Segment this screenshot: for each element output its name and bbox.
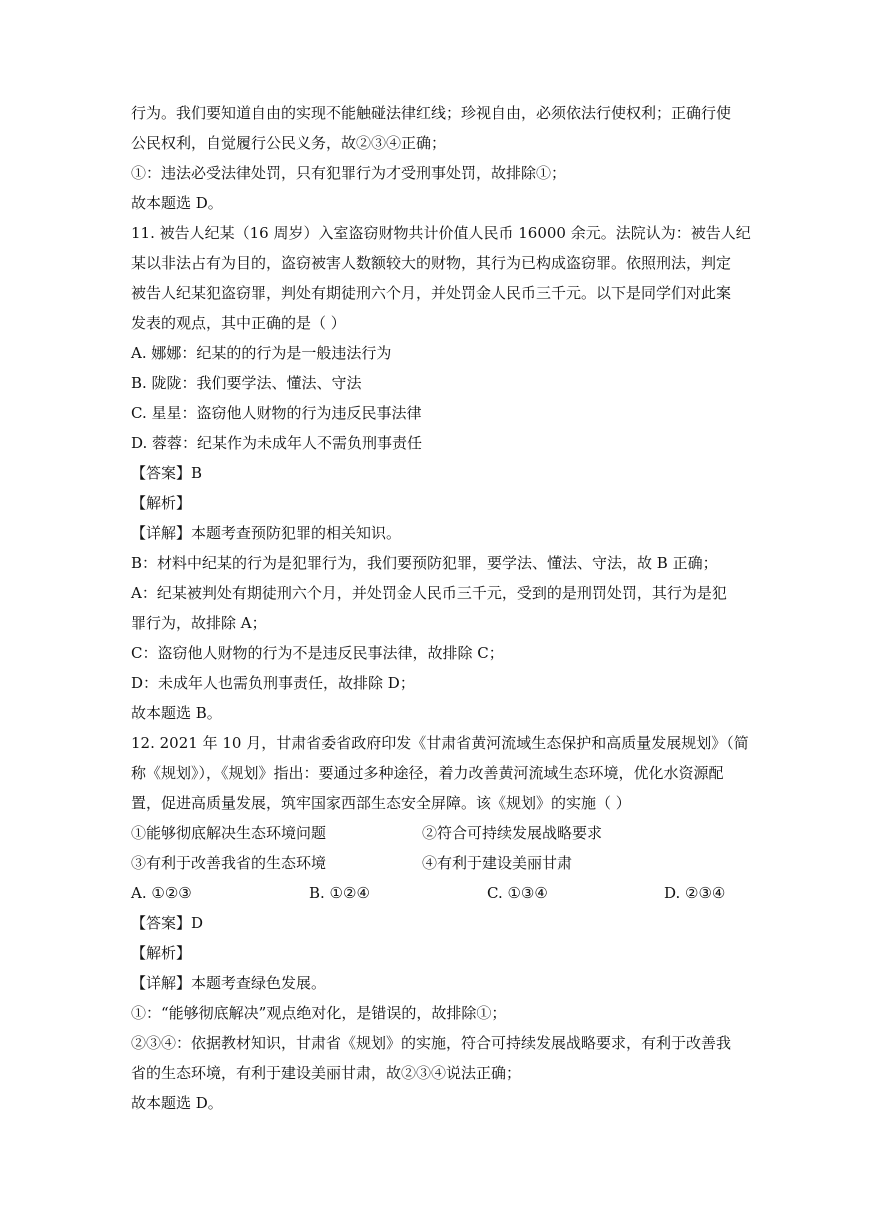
q12-explanation-line: ②③④：依据教材知识，甘肃省《规划》的实施，符合可持续发展战略要求，有利于改善我	[131, 1034, 732, 1052]
q11-option-a: A. 娜娜：纪某的的行为是一般违法行为	[131, 344, 392, 362]
prev-explanation-line: 公民权利，自觉履行公民义务，故②③④正确；	[131, 134, 447, 152]
q12-explanation-line: 省的生态环境，有利于建设美丽甘肃，故②③④说法正确；	[131, 1064, 522, 1082]
prev-explanation-line: 行为。我们要知道自由的实现不能触碰法律红线；珍视自由，必须依法行使权利；正确行使	[131, 104, 732, 122]
q11-explanation-line: B：材料中纪某的行为是犯罪行为，我们要预防犯罪，要学法、懂法、守法，故 B 正确；	[131, 554, 718, 572]
q12-statement-1: ①能够彻底解决生态环境问题	[131, 824, 327, 842]
q12-stem-line: 12. 2021 年 10 月，甘肃省委省政府印发《甘肃省黄河流域生态保护和高质量发展规划》（简	[131, 734, 749, 752]
q11-stem-line: 发表的观点，其中正确的是（ ）	[131, 314, 346, 332]
q11-analysis-heading: 【解析】	[131, 494, 192, 512]
q12-statement-3: ③有利于改善我省的生态环境	[131, 854, 327, 872]
q12-option-d: D. ②③④	[664, 884, 726, 902]
prev-conclusion: 故本题选 D。	[131, 194, 223, 212]
q11-detail-heading: 【详解】本题考查预防犯罪的相关知识。	[131, 524, 402, 542]
q12-explanation-line: ①：“能够彻底解决”观点绝对化，是错误的，故排除①；	[131, 1004, 507, 1022]
q11-option-c: C. 星星：盗窃他人财物的行为违反民事法律	[131, 404, 422, 422]
q11-explanation-line: A：纪某被判处有期徒刑六个月，并处罚金人民币三千元，受到的是刑罚处罚，其行为是犯	[131, 584, 727, 602]
q12-stem-line: 称《规划》），《规划》指出：要通过多种途径，着力改善黄河流域生态环境，优化水资源配	[131, 764, 724, 782]
q12-conclusion: 故本题选 D。	[131, 1094, 223, 1112]
q11-explanation-line: 罪行为，故排除 A；	[131, 614, 267, 632]
q11-conclusion: 故本题选 B。	[131, 704, 222, 722]
q12-option-a: A. ①②③	[131, 884, 192, 902]
q12-statement-2: ②符合可持续发展战略要求	[422, 824, 603, 842]
q12-option-b: B. ①②④	[309, 884, 370, 902]
q12-analysis-heading: 【解析】	[131, 944, 192, 962]
q11-option-d: D. 蓉蓉：纪某作为未成年人不需负刑事责任	[131, 434, 423, 452]
q11-explanation-line: C：盗窃他人财物的行为不是违反民事法律，故排除 C；	[131, 644, 504, 662]
q11-stem-line: 被告人纪某犯盗窃罪，判处有期徒刑六个月，并处罚金人民币三千元。以下是同学们对此案	[131, 284, 732, 302]
q12-stem-line: 置，促进高质量发展，筑牢国家西部生态安全屏障。该《规划》的实施（ ）	[131, 794, 631, 812]
q12-option-c: C. ①③④	[487, 884, 548, 902]
q11-explanation-line: D：未成年人也需负刑事责任，故排除 D；	[131, 674, 415, 692]
q11-option-b: B. 陇陇：我们要学法、懂法、守法	[131, 374, 362, 392]
q12-answer: 【答案】D	[131, 914, 204, 932]
prev-explanation-line: ①：违法必受法律处罚，只有犯罪行为才受刑事处罚，故排除①；	[131, 164, 567, 182]
q11-answer: 【答案】B	[131, 464, 203, 482]
q11-stem-line: 某以非法占有为目的，盗窃被害人数额较大的财物，其行为已构成盗窃罪。依照刑法，判定	[131, 254, 732, 272]
q12-detail-heading: 【详解】本题考查绿色发展。	[131, 974, 327, 992]
q12-statement-4: ④有利于建设美丽甘肃	[422, 854, 573, 872]
q11-stem-line: 11. 被告人纪某（16 周岁）入室盗窃财物共计价值人民币 16000 余元。法院认为：被告人纪	[131, 224, 751, 242]
